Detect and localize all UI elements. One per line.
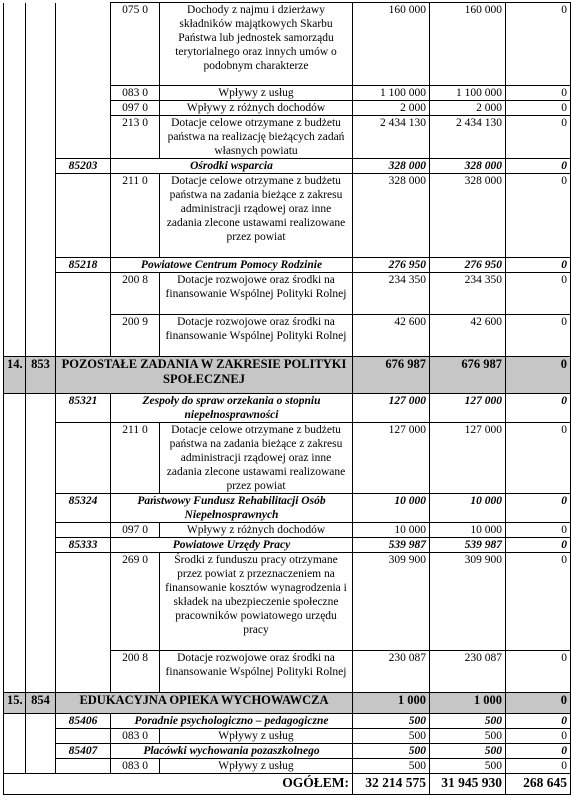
department-code	[26, 759, 56, 774]
paragraph-code: 213 0	[111, 116, 160, 159]
paragraph-code: 083 0	[111, 729, 160, 744]
table-row	[4, 759, 571, 774]
execution-value: 676 987	[430, 357, 506, 394]
table-row	[4, 174, 571, 258]
table-row	[4, 86, 571, 101]
lp-cell: 14.	[4, 357, 26, 394]
paragraph-code: 211 0	[111, 423, 160, 494]
chapter-code	[56, 553, 111, 651]
lp-cell	[4, 159, 26, 174]
plan-value: 276 950	[353, 258, 430, 273]
department-code	[26, 315, 56, 357]
chapter-row	[4, 494, 571, 523]
table-row	[4, 116, 571, 159]
table-row	[4, 651, 571, 693]
difference-value: 0	[506, 651, 571, 693]
lp-cell	[4, 523, 26, 538]
department-code	[26, 273, 56, 315]
department-code	[26, 174, 56, 258]
department-code	[26, 651, 56, 693]
paragraph-code: 075 0	[111, 3, 160, 86]
lp-cell	[4, 86, 26, 101]
department-code	[26, 116, 56, 159]
execution-value: 160 000	[430, 3, 506, 86]
chapter-code	[56, 759, 111, 774]
plan-value: 328 000	[353, 174, 430, 258]
chapter-code	[56, 423, 111, 494]
execution-value: 1 000	[430, 693, 506, 714]
execution-value: 500	[430, 759, 506, 774]
paragraph-code: 083 0	[111, 86, 160, 101]
execution-value: 234 350	[430, 273, 506, 315]
chapter-code: 85203	[56, 159, 111, 174]
chapter-row	[4, 714, 571, 729]
chapter-name: Ośrodki wsparcia	[111, 159, 353, 174]
paragraph-code: 269 0	[111, 553, 160, 651]
plan-value: 10 000	[353, 523, 430, 538]
total-difference: 268 645	[506, 774, 571, 795]
item-name: Wpływy z usług	[160, 729, 353, 744]
lp-cell: 15.	[4, 693, 26, 714]
chapter-code	[56, 174, 111, 258]
execution-value: 42 600	[430, 315, 506, 357]
chapter-code: 85321	[56, 394, 111, 423]
chapter-code	[56, 651, 111, 693]
item-name: Dochody z najmu i dzierżawy składników majątkowych Skarbu Państwa lub jednostek samorządu terytorialnego oraz innych umów o podobnym charakterze	[160, 3, 353, 86]
lp-cell	[4, 116, 26, 159]
table-row	[4, 729, 571, 744]
table-row	[4, 273, 571, 315]
total-label: OGÓŁEM:	[4, 774, 353, 795]
department-code	[26, 714, 56, 729]
lp-cell	[4, 538, 26, 553]
chapter-code: 85218	[56, 258, 111, 273]
difference-value: 0	[506, 315, 571, 357]
lp-cell	[4, 258, 26, 273]
lp-cell	[4, 729, 26, 744]
chapter-row	[4, 394, 571, 423]
department-code: 854	[26, 693, 56, 714]
difference-value: 0	[506, 357, 571, 394]
item-name: Dotacje rozwojowe oraz środki na finansowanie Wspólnej Polityki Rolnej	[160, 651, 353, 693]
chapter-code	[56, 101, 111, 116]
department-code	[26, 101, 56, 116]
execution-value: 10 000	[430, 494, 506, 523]
chapter-code	[56, 86, 111, 101]
difference-value: 0	[506, 714, 571, 729]
department-row	[4, 357, 571, 394]
item-name: Wpływy z różnych dochodów	[160, 523, 353, 538]
difference-value: 0	[506, 423, 571, 494]
execution-value: 500	[430, 729, 506, 744]
chapter-code	[56, 3, 111, 86]
item-name: Dotacje celowe otrzymane z budżetu państwa na zadania bieżące z zakresu administracji rządowej oraz inne zadania zlecone ustawami realizowane przez powiat	[160, 423, 353, 494]
chapter-code	[56, 116, 111, 159]
chapter-name: Placówki wychowania pozaszkolnego	[111, 744, 353, 759]
plan-value: 500	[353, 744, 430, 759]
paragraph-code: 200 8	[111, 651, 160, 693]
table-row	[4, 101, 571, 116]
difference-value: 0	[506, 116, 571, 159]
item-name: Wpływy z różnych dochodów	[160, 101, 353, 116]
plan-value: 500	[353, 714, 430, 729]
difference-value: 0	[506, 729, 571, 744]
paragraph-code: 097 0	[111, 101, 160, 116]
plan-value: 328 000	[353, 159, 430, 174]
chapter-name: Powiatowe Urzędy Pracy	[111, 538, 353, 553]
difference-value: 0	[506, 159, 571, 174]
difference-value: 0	[506, 693, 571, 714]
plan-value: 309 900	[353, 553, 430, 651]
item-name: Dotacje celowe otrzymane z budżetu państwa na zadania bieżące z zakresu administracji rządowej oraz inne zadania zlecone ustawami realizowane przez powiat	[160, 174, 353, 258]
table-row	[4, 553, 571, 651]
item-name: Wpływy z usług	[160, 86, 353, 101]
paragraph-code: 083 0	[111, 759, 160, 774]
chapter-row	[4, 159, 571, 174]
chapter-code: 85406	[56, 714, 111, 729]
table-row	[4, 423, 571, 494]
lp-cell	[4, 315, 26, 357]
execution-value: 328 000	[430, 174, 506, 258]
difference-value: 0	[506, 3, 571, 86]
lp-cell	[4, 494, 26, 523]
department-code	[26, 3, 56, 86]
plan-value: 2 434 130	[353, 116, 430, 159]
lp-cell	[4, 553, 26, 651]
execution-value: 127 000	[430, 394, 506, 423]
difference-value: 0	[506, 101, 571, 116]
execution-value: 127 000	[430, 423, 506, 494]
lp-cell	[4, 3, 26, 86]
total-execution: 31 945 930	[430, 774, 506, 795]
paragraph-code: 200 8	[111, 273, 160, 315]
department-code	[26, 394, 56, 423]
plan-value: 127 000	[353, 423, 430, 494]
department-code	[26, 553, 56, 651]
execution-value: 10 000	[430, 523, 506, 538]
difference-value: 0	[506, 553, 571, 651]
execution-value: 328 000	[430, 159, 506, 174]
lp-cell	[4, 101, 26, 116]
plan-value: 1 100 000	[353, 86, 430, 101]
item-name: Środki z funduszu pracy otrzymane przez powiat z przeznaczeniem na finansowanie kosztów wynagrodzenia i składek na ubezpieczenie społeczne pracowników powiatowego urzędu pracy	[160, 553, 353, 651]
table-row	[4, 315, 571, 357]
difference-value: 0	[506, 759, 571, 774]
execution-value: 539 987	[430, 538, 506, 553]
plan-value: 230 087	[353, 651, 430, 693]
chapter-name: Powiatowe Centrum Pomocy Rodzinie	[111, 258, 353, 273]
department-code	[26, 159, 56, 174]
total-plan: 32 214 575	[353, 774, 430, 795]
department-code	[26, 423, 56, 494]
chapter-code	[56, 729, 111, 744]
department-row	[4, 693, 571, 714]
plan-value: 539 987	[353, 538, 430, 553]
department-name: POZOSTAŁE ZADANIA W ZAKRESIE POLITYKI SPOŁECZNEJ	[56, 357, 353, 394]
chapter-name: Zespoły do spraw orzekania o stopniu niepełnosprawności	[111, 394, 353, 423]
plan-value: 500	[353, 729, 430, 744]
plan-value: 676 987	[353, 357, 430, 394]
difference-value: 0	[506, 86, 571, 101]
execution-value: 500	[430, 714, 506, 729]
chapter-code: 85324	[56, 494, 111, 523]
execution-value: 230 087	[430, 651, 506, 693]
execution-value: 1 100 000	[430, 86, 506, 101]
department-code	[26, 523, 56, 538]
difference-value: 0	[506, 744, 571, 759]
plan-value: 10 000	[353, 494, 430, 523]
department-code: 853	[26, 357, 56, 394]
execution-value: 309 900	[430, 553, 506, 651]
table-row	[4, 3, 571, 86]
chapter-code: 85407	[56, 744, 111, 759]
item-name: Dotacje celowe otrzymane z budżetu państwa na realizację bieżących zadań własnych powiatu	[160, 116, 353, 159]
plan-value: 127 000	[353, 394, 430, 423]
department-name: EDUKACYJNA OPIEKA WYCHOWAWCZA	[56, 693, 353, 714]
difference-value: 0	[506, 523, 571, 538]
department-code	[26, 538, 56, 553]
lp-cell	[4, 273, 26, 315]
difference-value: 0	[506, 494, 571, 523]
paragraph-code: 211 0	[111, 174, 160, 258]
item-name: Dotacje rozwojowe oraz środki na finansowanie Wspólnej Polityki Rolnej	[160, 315, 353, 357]
lp-cell	[4, 423, 26, 494]
item-name: Wpływy z usług	[160, 759, 353, 774]
lp-cell	[4, 651, 26, 693]
execution-value: 276 950	[430, 258, 506, 273]
chapter-code: 85333	[56, 538, 111, 553]
chapter-row	[4, 258, 571, 273]
plan-value: 1 000	[353, 693, 430, 714]
department-code	[26, 258, 56, 273]
department-code	[26, 729, 56, 744]
chapter-name: Państwowy Fundusz Rehabilitacji Osób Niepełnosprawnych	[111, 494, 353, 523]
plan-value: 500	[353, 759, 430, 774]
chapter-row	[4, 744, 571, 759]
department-code	[26, 494, 56, 523]
chapter-code	[56, 523, 111, 538]
department-code	[26, 744, 56, 759]
department-code	[26, 86, 56, 101]
chapter-row	[4, 538, 571, 553]
execution-value: 2 434 130	[430, 116, 506, 159]
difference-value: 0	[506, 174, 571, 258]
difference-value: 0	[506, 394, 571, 423]
lp-cell	[4, 714, 26, 729]
lp-cell	[4, 744, 26, 759]
plan-value: 234 350	[353, 273, 430, 315]
execution-value: 2 000	[430, 101, 506, 116]
paragraph-code: 200 9	[111, 315, 160, 357]
plan-value: 160 000	[353, 3, 430, 86]
lp-cell	[4, 759, 26, 774]
difference-value: 0	[506, 273, 571, 315]
difference-value: 0	[506, 538, 571, 553]
table-body	[4, 3, 571, 795]
paragraph-code: 097 0	[111, 523, 160, 538]
plan-value: 42 600	[353, 315, 430, 357]
budget-table	[3, 2, 571, 795]
table-row	[4, 523, 571, 538]
lp-cell	[4, 394, 26, 423]
difference-value: 0	[506, 258, 571, 273]
chapter-code	[56, 315, 111, 357]
chapter-name: Poradnie psychologiczno – pedagogiczne	[111, 714, 353, 729]
chapter-code	[56, 273, 111, 315]
plan-value: 2 000	[353, 101, 430, 116]
lp-cell	[4, 174, 26, 258]
item-name: Dotacje rozwojowe oraz środki na finansowanie Wspólnej Polityki Rolnej	[160, 273, 353, 315]
execution-value: 500	[430, 744, 506, 759]
